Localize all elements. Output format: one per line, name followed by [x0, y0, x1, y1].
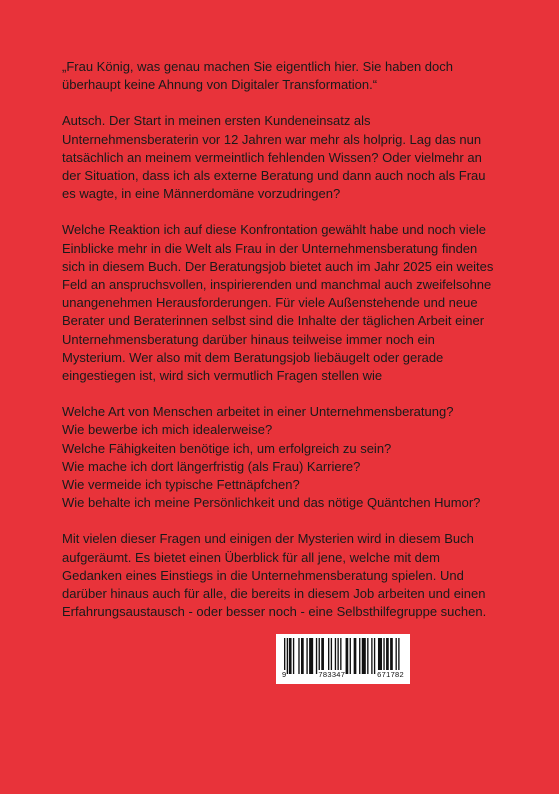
back-cover-text [62, 58, 502, 639]
barcode-bar [359, 638, 360, 674]
paragraph-description: Welche Reaktion ich auf diese Konfrontation gewählt habe und noch viele Einblicke mehr in die Welt als Frau in der Unternehmensberatung finden sich in diesem Buch. Der Beratungsjob bietet auch im Jahr 2025 ein weites Feld an anspruchsvollen, inspirierenden und manchmal auch zweifelsohne unangenehmen Herausforderungen. Für viele Außenstehende und neue Berater und Beraterinnen selbst sind die Inhalte der täglichen Arbeit einer Unternehmensberatung darüber hinaus teilweise immer noch ein Mysterium. Wer also mit dem Beratungsjob liebäugelt oder gerade eingestiegen ist, wird sich vermutlich Fragen stellen wie [62, 222, 494, 384]
barcode-bar [340, 638, 341, 674]
barcode-bar [383, 638, 384, 674]
question-list [62, 403, 502, 512]
barcode-bar [374, 638, 375, 674]
barcode-bar [284, 638, 285, 674]
barcode-bar [309, 638, 313, 674]
barcode-bar [316, 638, 317, 674]
barcode-group-2: 671782 [377, 670, 404, 679]
paragraph-closing: Mit vielen dieser Fragen und einigen der Mysterien wird in diesem Buch aufgeräumt. Es bietet einen Überblick für all jene, welche mit dem Gedanken eines Einstiegs in die Unternehmensberatung spielen. Und darüber hinaus auch für alle, die bereits in diesem Job arbeiten und einen Erfahrungsaustausch - oder besser noch - eine Selbsthilfegruppe suchen. [62, 531, 487, 620]
question-item: Welche Art von Menschen arbeitet in einer Unternehmensberatung? [62, 404, 454, 420]
question-item: Wie vermeide ich typische Fettnäpfchen? [62, 477, 300, 493]
barcode-bar [398, 638, 399, 674]
barcode-bar [350, 638, 351, 674]
barcode-digit-first: 9 [282, 670, 287, 679]
barcode-number [282, 670, 404, 679]
barcode-bar [362, 638, 366, 674]
barcode-group-1: 783347 [318, 670, 346, 679]
barcode-bar [371, 638, 372, 674]
barcode-bar [386, 638, 389, 674]
barcode-bar [346, 638, 349, 674]
question-item: Wie mache ich dort längerfristig (als Frau) Karriere? [62, 458, 361, 474]
barcode-bar [367, 638, 368, 674]
question-item: Wie bewerbe ich mich idealerweise? [62, 422, 273, 438]
barcode-bar [378, 638, 382, 674]
barcode-bar [354, 638, 357, 674]
barcode-bar [298, 638, 299, 674]
barcode-bar [390, 638, 393, 674]
barcode-bars [282, 638, 404, 674]
question-item: Welche Fähigkeiten benötige ich, um erfolgreich zu sein? [62, 440, 392, 456]
barcode-bar [328, 638, 329, 674]
barcode-bar [321, 638, 324, 674]
barcode-bar [289, 638, 292, 674]
question-item: Wie behalte ich meine Persönlichkeit und das nötige Quäntchen Humor? [62, 495, 481, 511]
barcode-bar [396, 638, 397, 674]
barcode-bar [287, 638, 288, 674]
barcode-bar [331, 638, 332, 674]
barcode-bar [337, 638, 338, 674]
barcode-bar [301, 638, 304, 674]
paragraph-intro: Autsch. Der Start in meinen ersten Kundeneinsatz als Unternehmensberaterin vor 12 Jahren war mehr als holprig. Lag das nun tatsächlich an meinem vermeintlich fehlenden Wissen? Oder vielmehr an der Situation, dass ich als externe Beratung und dann auch noch als Frau es wagte, in eine Männerdomäne vorzudringen? [62, 113, 486, 202]
barcode-bar [335, 638, 336, 674]
barcode-bar [319, 638, 320, 674]
isbn-barcode [276, 634, 410, 684]
barcode-bar [306, 638, 307, 674]
barcode-bar [293, 638, 294, 674]
opening-quote: „Frau König, was genau machen Sie eigentlich hier. Sie haben doch überhaupt keine Ahnung von Digitaler Transformation.“ [62, 59, 453, 93]
